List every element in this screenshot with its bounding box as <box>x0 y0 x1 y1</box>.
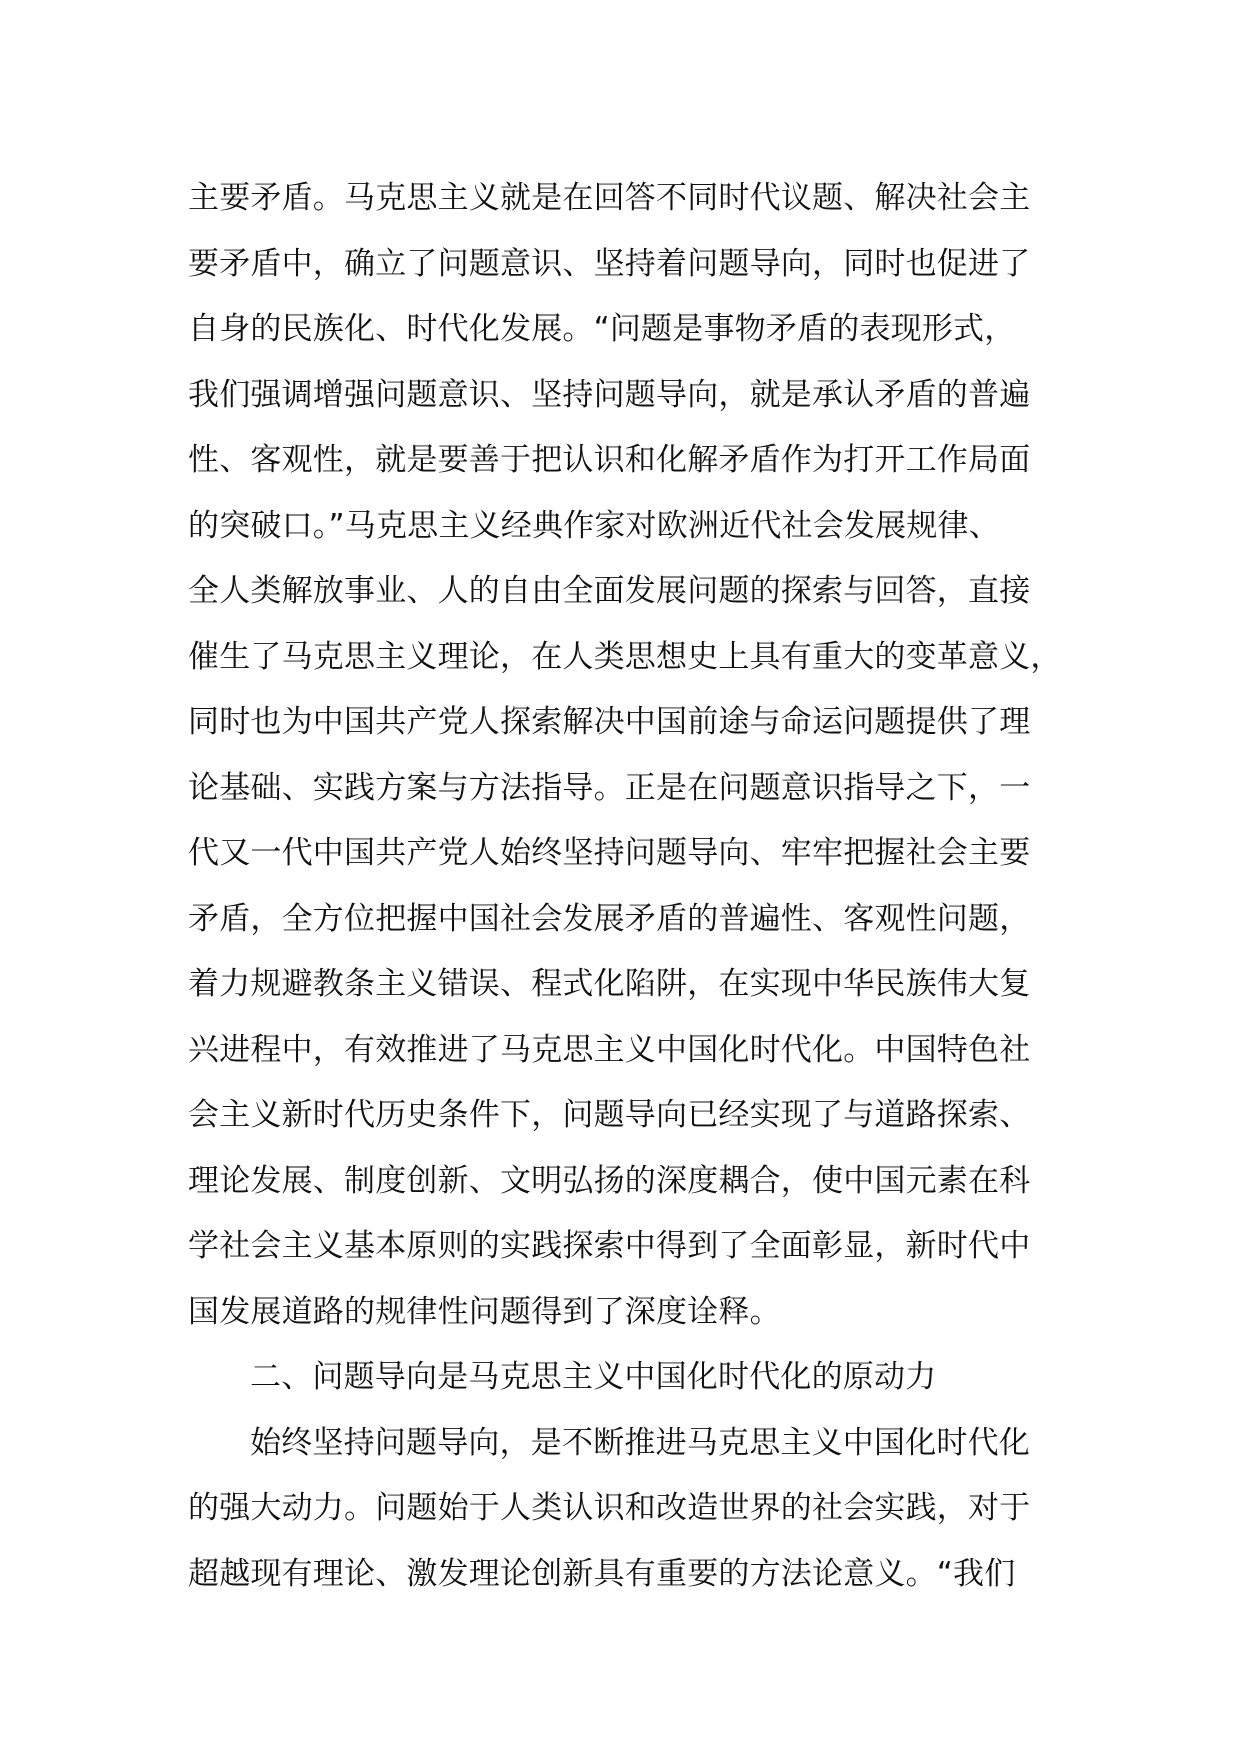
text-line: 同时也为中国共产党人探索解决中国前途与命运问题提供了理 <box>188 704 1031 740</box>
text-line: 理论发展、制度创新、文明弘扬的深度耦合，使中国元素在科 <box>188 1162 1031 1199</box>
body-text <box>188 166 1088 1607</box>
text-line: 主要矛盾。马克思主义就是在回答不同时代议题、解决社会主 <box>188 180 1031 216</box>
text-line: 学社会主义基本原则的实践探索中得到了全面彰显，新时代中 <box>188 1228 1031 1264</box>
text-line: 兴进程中，有效推进了马克思主义中国化时代化。中国特色社 <box>188 1031 1031 1068</box>
text-line: 催生了马克思主义理论，在人类思想史上具有重大的变革意义， <box>188 638 1062 675</box>
text-line: 矛盾，全方位把握中国社会发展矛盾的普遍性、客观性问题， <box>188 900 1031 937</box>
section-heading: 二、问题导向是马克思主义中国化时代化的原动力 <box>250 1359 937 1395</box>
text-line: 自身的民族化、时代化发展。“问题是事物矛盾的表现形式， <box>188 311 1016 347</box>
text-line: 代又一代中国共产党人始终坚持问题导向、牢牢把握社会主要 <box>188 835 1031 871</box>
text-line: 我们强调增强问题意识、坚持问题导向，就是承认矛盾的普遍 <box>188 376 1031 413</box>
text-line: 全人类解放事业、人的自由全面发展问题的探索与回答，直接 <box>188 573 1031 609</box>
text-line: 着力规避教条主义错误、程式化陷阱，在实现中华民族伟大复 <box>188 966 1031 1002</box>
text-line: 要矛盾中，确立了问题意识、坚持着问题导向，同时也促进了 <box>188 245 1031 282</box>
text-line: 的突破口。”马克思主义经典作家对欧洲近代社会发展规律、 <box>188 507 1000 544</box>
text-line: 论基础、实践方案与方法指导。正是在问题意识指导之下，一 <box>188 769 1031 806</box>
text-line: 始终坚持问题导向，是不断推进马克思主义中国化时代化 <box>250 1424 1030 1461</box>
text-line: 性、客观性，就是要善于把认识和化解矛盾作为打开工作局面 <box>188 442 1031 478</box>
text-line: 的强大动力。问题始于人类认识和改造世界的社会实践，对于 <box>188 1490 1031 1526</box>
text-line: 超越现有理论、激发理论创新具有重要的方法论意义。“我们 <box>188 1555 1016 1592</box>
text-line: 国发展道路的规律性问题得到了深度诠释。 <box>188 1293 781 1330</box>
text-line: 会主义新时代历史条件下，问题导向已经实现了与道路探索、 <box>188 1097 1031 1133</box>
